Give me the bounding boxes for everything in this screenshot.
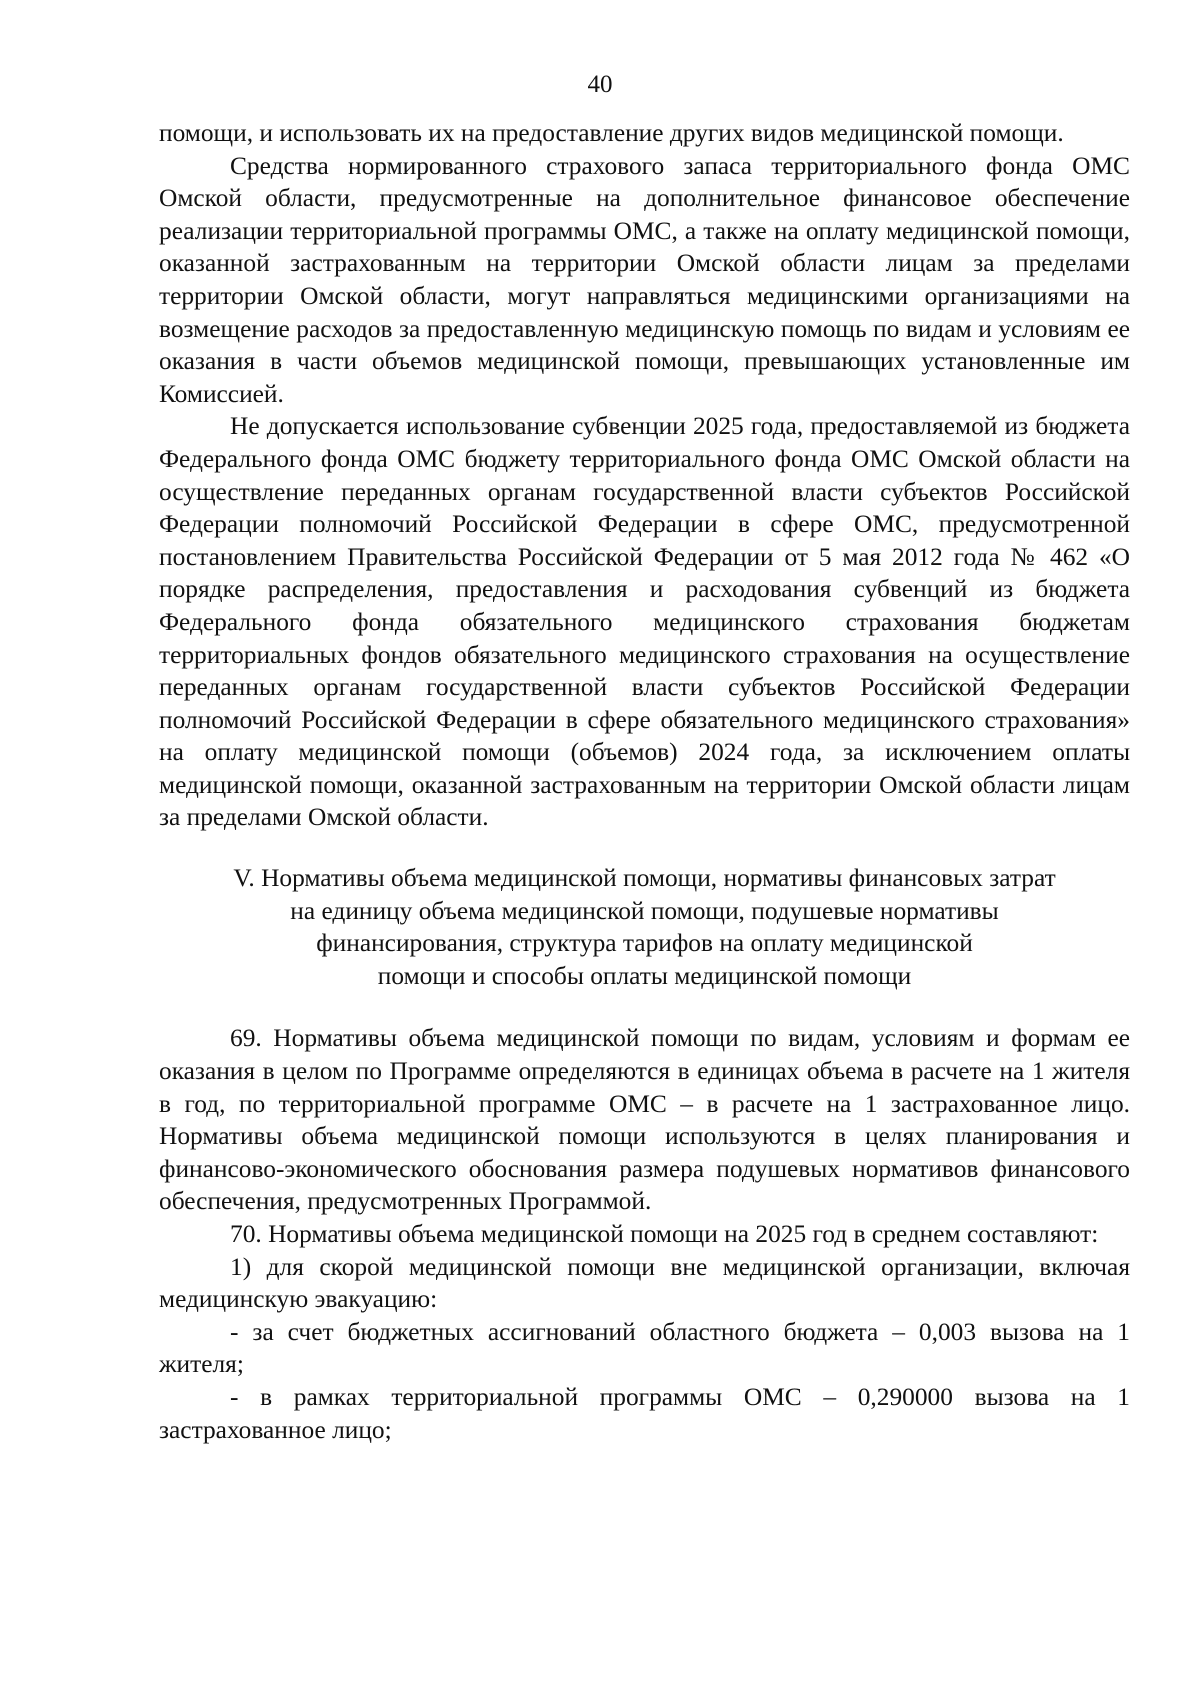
section-title-line: помощи и способы оплаты медицинской помощи [377, 961, 912, 990]
section-title [159, 862, 1130, 992]
page-number: 40 [587, 71, 613, 98]
paragraph-insurance-reserve: Средства нормированного страхового запаса территориального фонда ОМС Омской области, предусмотренные на дополнительное финансовое обеспечение реализации территориальной программы ОМС, а также на оплату медицинской помощи, оказанной застрахованным на территории Омской области лицам за пределами территории Омской области, могут направляться медицинскими организациями на возмещение расходов за предоставленную медицинскую помощь по видам и условиям ее оказания в части объемов медицинской помощи, превышающих установленные им Комиссией. [159, 151, 1130, 408]
section-title-line: на единицу объема медицинской помощи, подушевые нормативы [290, 896, 999, 925]
paragraph-subvention: Не допускается использование субвенции 2025 года, предоставляемой из бюджета Федерального фонда ОМС бюджету территориального фонда ОМС Омской области на осуществление переданных органам государственной власти субъектов Российской Федерации полномочий Российской Федерации в сфере ОМС, предусмотренной постановлением Правительства Российской Федерации от 5 мая 2012 года № 462 «О порядке распределения, предоставления и расходования субвенций из бюджета Федерального фонда обязательного медицинского страхования бюджетам территориальных фондов обязательного медицинского страхования на осуществление переданных органам государственной власти субъектов Российской Федерации полномочий Российской Федерации в сфере обязательного медицинского страхования» на оплату медицинской помощи (объемов) 2024 года, за исключением оплаты медицинской помощи, оказанной застрахованным на территории Омской области лицам за пределами Омской области. [159, 412, 1130, 832]
section-title-line: V. Нормативы объема медицинской помощи, нормативы финансовых затрат [233, 864, 1056, 893]
paragraph-70: 70. Нормативы объема медицинской помощи на 2025 год в среднем составляют: [230, 1220, 1099, 1248]
paragraph-69: 69. Нормативы объема медицинской помощи по видам, условиям и формам ее оказания в целом по Программе определяются в единицах объема в расчете на 1 жителя в год, по территориальной программе ОМС – в расчете на 1 застрахованное лицо. Нормативы объема медицинской помощи используются в целях планирования и финансово-экономического обоснования размера подушевых нормативов финансового обеспечения, предусмотренных Программой. [159, 1024, 1130, 1216]
list-item-1: 1) для скорой медицинской помощи вне медицинской организации, включая медицинскую эвакуацию: [159, 1252, 1130, 1314]
dash-item-regional-budget: - за счет бюджетных ассигнований областного бюджета – 0,003 вызова на 1 жителя; [159, 1317, 1130, 1379]
section-title-line: финансирования, структура тарифов на оплату медицинской [316, 929, 973, 958]
document-body [159, 117, 1130, 1446]
paragraph-continuation: помощи, и использовать их на предоставление других видов медицинской помощи. [159, 119, 1064, 147]
dash-item-oms-program: - в рамках территориальной программы ОМС – 0,290000 вызова на 1 застрахованное лицо; [159, 1382, 1130, 1444]
